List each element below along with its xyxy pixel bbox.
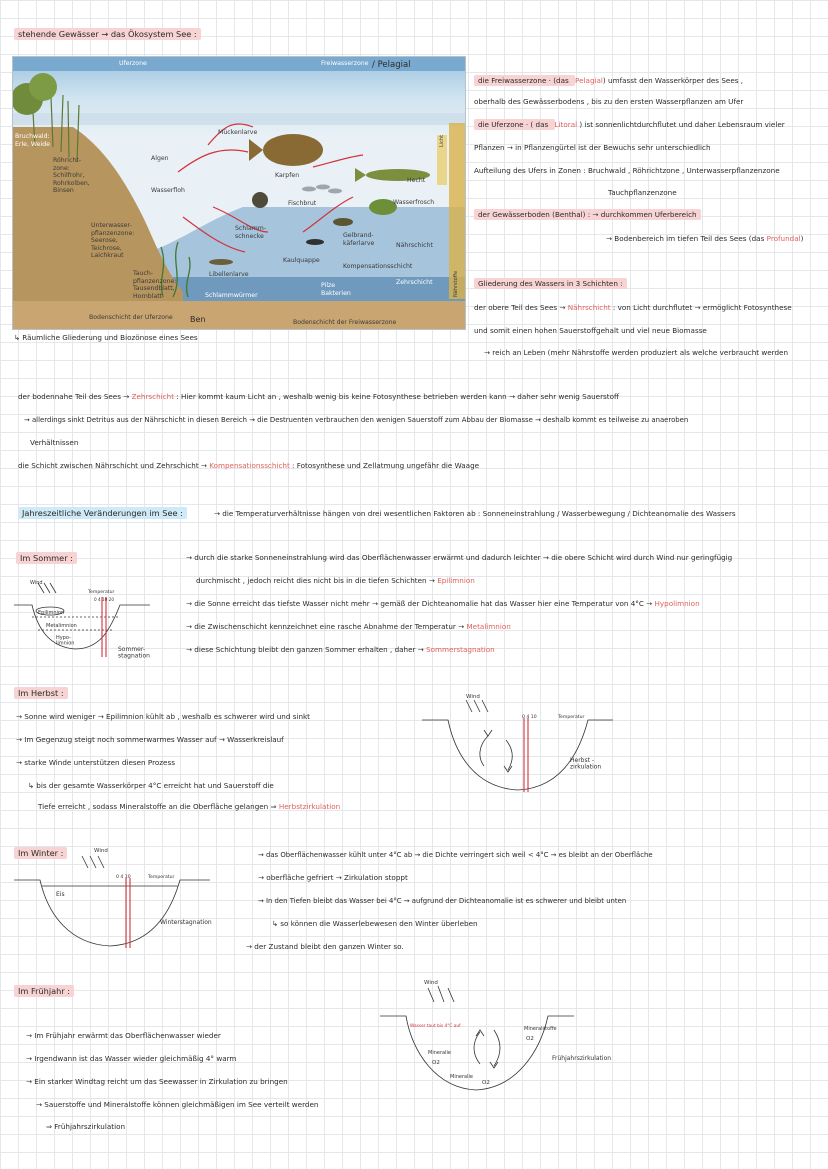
fig-label-boden-ufer: Bodenschicht der Uferzone xyxy=(89,314,173,321)
fig-zone-open: Freiwasserzone xyxy=(321,60,369,67)
summer-heading: Im Sommer : xyxy=(16,553,77,563)
summer-hypo: Hypo-limnion xyxy=(56,635,75,647)
note-line: der Gewässerboden (Benthal) : → durchkommen Uferbereich xyxy=(474,210,701,220)
spring-wind-label: Wind xyxy=(424,980,438,986)
autumn-wind-label: Wind xyxy=(466,694,480,700)
note-line: → Bodenbereich im tiefen Teil des Sees (das Profundal) xyxy=(606,234,804,243)
layer-line: → reich an Leben (mehr Nährstoffe werden produziert als welche verbraucht werden xyxy=(484,348,789,357)
autumn-temp-label: Temperatur xyxy=(558,715,585,720)
figure-caption: ↳ Räumliche Gliederung und Biozönose eines Sees xyxy=(14,333,198,342)
fig-label-zehrschicht: Zehrschicht xyxy=(396,279,433,286)
layers-heading: Gliederung des Wassers in 3 Schichten : xyxy=(474,279,627,289)
winter-temp-label: Temperatur xyxy=(148,875,175,880)
autumn-line: → Im Gegenzug steigt noch sommerwarmes Wasser auf → Wasserkreislauf xyxy=(16,735,284,744)
summer-temp-label: Temperatur xyxy=(88,590,115,595)
spring-o2c: O2 xyxy=(482,1080,490,1086)
summer-line: → die Zwischenschicht kennzeichnet eine rasche Abnahme der Temperatur → Metalimnion xyxy=(186,622,511,631)
spring-line: → Sauerstoffe und Mineralstoffe können gleichmäßigen im See verteilt werden xyxy=(36,1100,319,1109)
fig-label-bruchwald: Bruchwald: Erle, Weide xyxy=(15,133,50,148)
autumn-line: ↳ bis der gesamte Wasserkörper 4°C erreicht hat und Sauerstoff die xyxy=(28,781,274,790)
spring-line: → Ein starker Windtag reicht um das Seewasser in Zirkulation zu bringen xyxy=(26,1077,288,1086)
spring-line: ⇒ Frühjahrszirkulation xyxy=(46,1122,126,1131)
fig-label-gelbrand: Gelbrand- käferlarve xyxy=(343,232,375,247)
winter-ticks: 0 4 10 xyxy=(116,875,131,880)
ecosystem-figure xyxy=(12,56,466,330)
winter-line: → oberfläche gefriert → Zirkulation stoppt xyxy=(258,873,408,882)
spring-top-note: Wasser taut bis 4°C auf xyxy=(410,1024,461,1029)
seasonal-line: → die Temperaturverhältnisse hängen von drei wesentlichen Faktoren ab : Sonneneinstrahlung / Wasserbewegung / Dichteanomalie des Wassers xyxy=(214,509,736,518)
middle-line: die Schicht zwischen Nährschicht und Zehrschicht → Kompensationsschicht : Fotosynthese und Zellatmung ungefähr die Waage xyxy=(18,461,480,470)
autumn-line: Tiefe erreicht , sodass Mineralstoffe an die Oberfläche gelangen ⇒ Herbstzirkulation xyxy=(38,802,341,811)
page-heading: stehende Gewässer → das Ökosystem See : xyxy=(14,29,201,39)
spring-mineral3: Mineralie xyxy=(450,1074,473,1080)
fig-label-libellenlarve: Libellenlarve xyxy=(209,271,249,278)
note-line: Pflanzen → in Pflanzengürtel ist der Bewuchs sehr unterschiedlich xyxy=(474,143,711,152)
summer-diagram xyxy=(10,575,160,665)
spring-label: Frühjahrszirkulation xyxy=(552,1055,612,1062)
middle-line: der bodennahe Teil des Sees → Zehrschicht : Hier kommt kaum Licht an , weshalb wenig bis keine Fotosynthese betrieben werden kann → daher sehr wenig Sauerstoff xyxy=(18,392,619,401)
fig-label-karpfen: Karpfen xyxy=(275,172,300,179)
spring-o2a: O2 xyxy=(526,1036,534,1042)
winter-line: ↳ so können die Wasserlebewesen den Winter überleben xyxy=(272,919,478,928)
autumn-label: Herbst -zirkulation xyxy=(570,757,602,771)
fig-label-roehricht: Röhricht- zone: Schilfrohr, Rohrkolben, Binsen xyxy=(53,157,90,194)
fig-label-kaulquappe: Kaulquappe xyxy=(283,257,320,264)
winter-line: → In den Tiefen bleibt das Wasser bei 4°C → aufgrund der Dichteanomalie ist es schwerer und bleibt unten xyxy=(258,897,627,905)
autumn-ticks: 0 4 10 xyxy=(522,715,537,720)
winter-heading: Im Winter : xyxy=(14,848,67,858)
pelagial-note: / Pelagial xyxy=(372,60,411,70)
autumn-heading: Im Herbst : xyxy=(14,688,68,698)
winter-line: → das Oberflächenwasser kühlt unter 4°C ab → die Dichte verringert sich weil < 4°C → es bleibt an der Oberfläche xyxy=(258,851,653,859)
spring-mineral2: Mineralie xyxy=(428,1050,451,1056)
note-line: oberhalb des Gewässerbodens , bis zu den ersten Wasserpflanzen am Ufer xyxy=(474,97,744,106)
summer-line: → durch die starke Sonneneinstrahlung wird das Oberflächenwasser erwärmt und dadurch leichter → die obere Schicht wird durch Wind nur geringfügig xyxy=(186,553,733,562)
fig-label-mueckenlarve: Mückenlarve xyxy=(218,129,258,136)
fig-label-wasserfrosch: Wasserfrosch xyxy=(393,199,435,206)
summer-epi: Epilimnion xyxy=(38,610,65,616)
fig-label-fischbrut: Fischbrut xyxy=(288,200,317,207)
spring-diagram xyxy=(376,972,646,1094)
autumn-line: → starke Winde unterstützen diesen Prozess xyxy=(16,758,175,767)
note-line: Tauchpflanzenzone xyxy=(608,188,677,197)
spring-o2b: O2 xyxy=(432,1060,440,1066)
fig-zone-shore: Uferzone xyxy=(119,60,147,67)
fig-label-unterwasser: Unterwasser- pflanzenzone: Seerose, Teichrose, Laichkraut xyxy=(91,222,135,259)
summer-line: durchmischt , jedoch reicht dies nicht bis in die tiefen Schichten → Epilimnion xyxy=(196,576,475,585)
fig-label-tauch: Tauch- pflanzenzone: Tausendblatt, Hornblatt xyxy=(133,270,177,300)
winter-label: Winterstagnation xyxy=(160,919,212,926)
fig-label-algen: Algen xyxy=(151,155,169,162)
fig-label-pilze: Pilze Bakterien xyxy=(321,282,351,297)
middle-line: Verhältnissen xyxy=(30,438,79,447)
summer-label: Sommer-stagnation xyxy=(118,646,150,660)
spring-mineral: Mineralstoffe xyxy=(524,1026,557,1032)
fig-label-boden-frei: Bodenschicht der Freiwasserzone xyxy=(293,319,397,326)
note-line: die Uferzone · ( das Litoral ) ist sonnenlichtdurchflutet und daher Lebensraum vieler xyxy=(474,120,785,130)
autumn-diagram xyxy=(418,688,638,796)
summer-ticks: 0 4 10 20 xyxy=(94,597,114,602)
winter-eis: Eis xyxy=(56,891,65,898)
note-line: die Freiwasserzone · (das Pelagial) umfasst den Wasserkörper des Sees , xyxy=(474,76,743,86)
winter-line: → der Zustand bleibt den ganzen Winter so. xyxy=(246,942,404,951)
fig-label-schlammschnecke: Schlamm- schnecke xyxy=(235,225,267,240)
fig-label-kompensation: Kompensationsschicht xyxy=(343,263,413,270)
note-line: Aufteilung des Ufers in Zonen : Bruchwald , Röhrichtzone , Unterwasserpflanzenzone xyxy=(474,166,780,175)
summer-wind-label: Wind xyxy=(30,580,43,586)
winter-diagram xyxy=(10,840,230,950)
fig-label-naehrschicht: Nährschicht xyxy=(396,242,433,249)
spring-line: → Im Frühjahr erwärmt das Oberflächenwasser wieder xyxy=(26,1031,221,1040)
fig-label-wasserfloh: Wasserfloh xyxy=(151,187,185,194)
spring-heading: Im Frühjahr : xyxy=(14,986,74,996)
middle-line: → allerdings sinkt Detritus aus der Nährschicht in diesen Bereich → die Destruenten verbrauchen den wenigen Sauerstoff zum Abbau der Biomasse → deshalb kommt es teilweise zu anaeroben xyxy=(24,416,689,424)
summer-line: → diese Schichtung bleibt den ganzen Sommer erhalten , daher → Sommerstagnation xyxy=(186,645,495,654)
layer-line: und somit einen hohen Sauerstoffgehalt und viel neue Biomasse xyxy=(474,326,707,335)
spring-line: → Irgendwann ist das Wasser wieder gleichmäßig 4° warm xyxy=(26,1054,237,1063)
layer-line: der obere Teil des Sees → Nährschicht : von Licht durchflutet → ermöglicht Fotosynthese xyxy=(474,303,792,312)
fig-label-licht: Licht xyxy=(439,134,445,147)
summer-meta: Metalimnion xyxy=(46,623,77,629)
seasonal-heading: Jahreszeitliche Veränderungen im See : xyxy=(18,508,187,518)
fig-label-nahrstoffe: Nährstoffe xyxy=(453,270,459,297)
autumn-line: → Sonne wird weniger → Epilimnion kühlt ab , weshalb es schwerer wird und sinkt xyxy=(16,712,310,721)
summer-line: → die Sonne erreicht das tiefste Wasser nicht mehr → gemäß der Dichteanomalie hat das Wasser hier eine Temperatur von 4°C → Hypolimnion xyxy=(186,599,700,608)
fig-label-hecht: Hecht xyxy=(407,177,426,184)
winter-wind-label: Wind xyxy=(94,848,108,854)
ben-note: Ben xyxy=(190,315,206,324)
fig-label-schlammwuermer: Schlammwürmer xyxy=(205,292,258,299)
